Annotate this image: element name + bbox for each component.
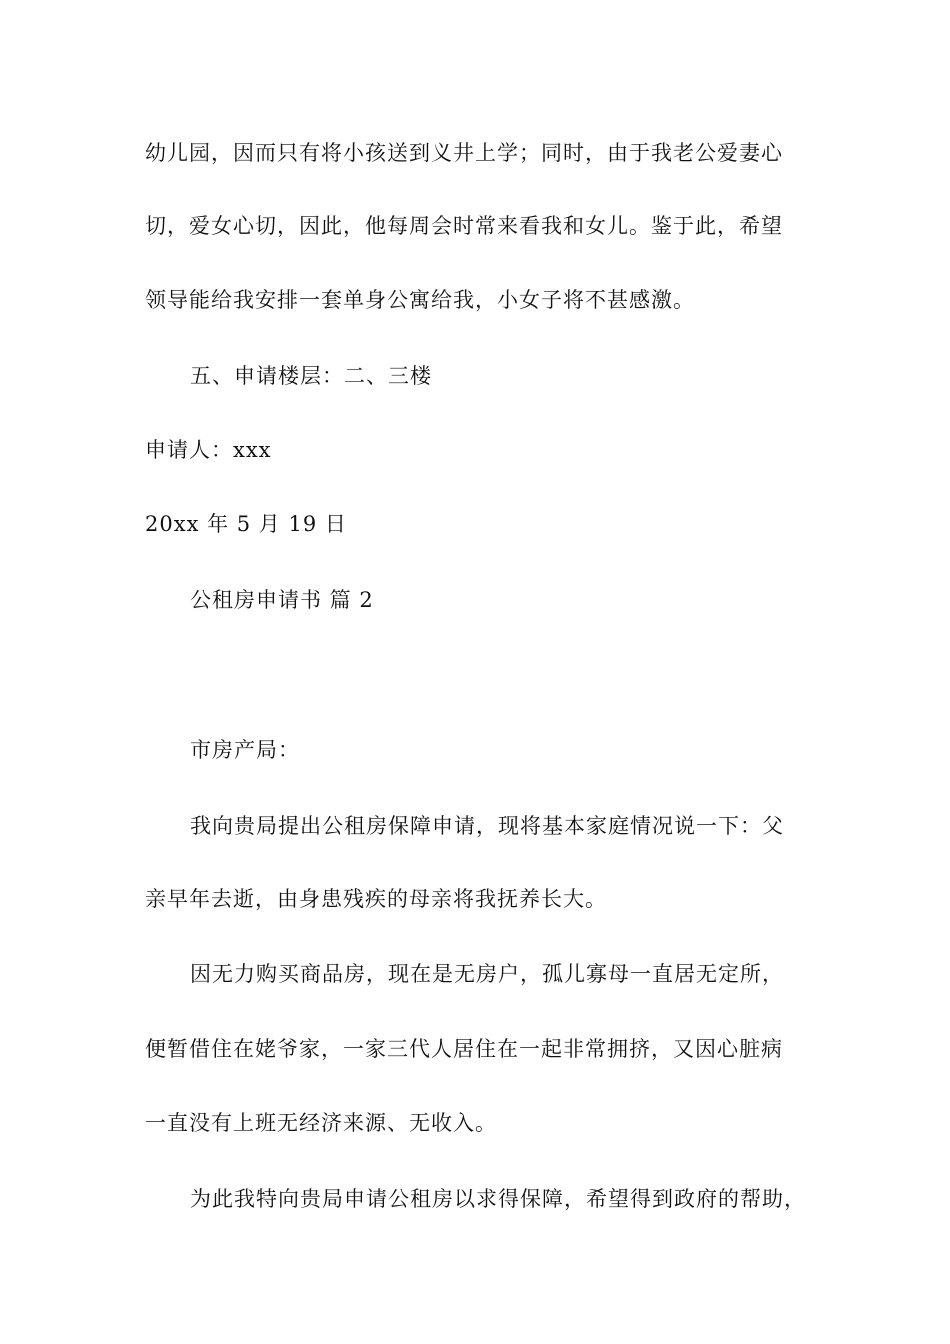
paragraph-line: 为此我特向贵局申请公租房以求得保障，希望得到政府的帮助， xyxy=(190,1187,806,1211)
paragraph-line: 领导能给我安排一套单身公寓给我，小女子将不甚感激。 xyxy=(145,288,695,312)
paragraph-line: 切，爱女心切，因此，他每周会时常来看我和女儿。鉴于此，希望 xyxy=(145,214,783,238)
paragraph-line: 亲早年去逝，由身患残疾的母亲将我抚养长大。 xyxy=(145,887,607,911)
paragraph-line: 我向贵局提出公租房保障申请，现将基本家庭情况说一下：父 xyxy=(190,814,784,838)
paragraph-line: 便暂借住在姥爷家，一家三代人居住在一起非常拥挤，又因心脏病 xyxy=(145,1037,783,1061)
paragraph-line: 因无力购买商品房，现在是无房户，孤儿寡母一直居无定所， xyxy=(190,962,784,986)
paragraph-line: 幼儿园，因而只有将小孩送到义井上学；同时，由于我老公爱妻心 xyxy=(145,141,783,165)
paragraph-line: 一直没有上班无经济来源、无收入。 xyxy=(145,1111,497,1135)
section-heading: 五、申请楼层：二、三楼 xyxy=(190,364,432,388)
date-line: 20xx 年 5 月 19 日 xyxy=(145,512,347,536)
applicant-line: 申请人：xxx xyxy=(145,438,272,462)
document-title: 公租房申请书 篇 2 xyxy=(190,588,374,612)
salutation: 市房产局： xyxy=(190,738,300,762)
